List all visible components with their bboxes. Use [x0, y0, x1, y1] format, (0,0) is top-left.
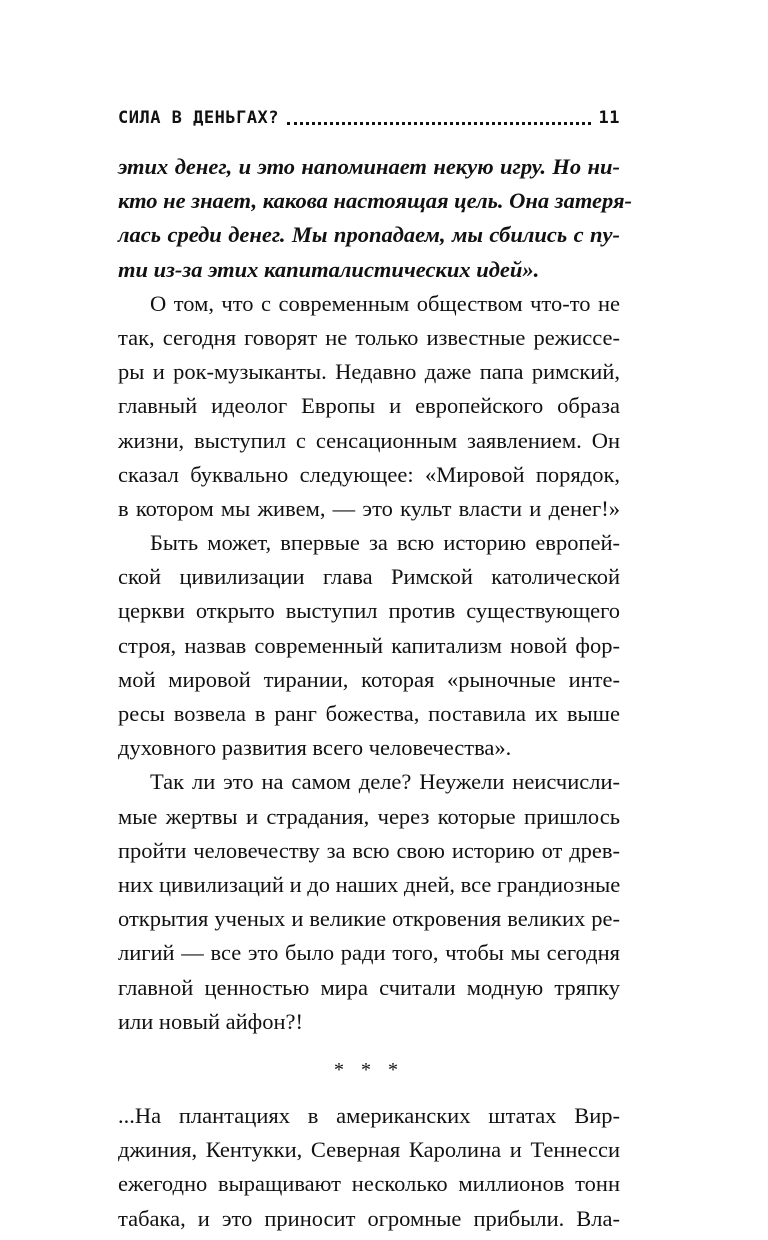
text-line: лигий — все это было ради того, чтобы мы сегодня — [118, 940, 620, 966]
text-line: главный идеолог Европы и европейского образа — [118, 393, 620, 419]
text-line: или новый айфон?! — [118, 1008, 304, 1034]
text-line: лась среди денег. Мы пропадаем, мы сбились с пу- — [118, 222, 620, 248]
running-header — [118, 103, 620, 133]
text-line: церкви открыто выступил против существующего — [118, 598, 620, 624]
running-title: СИЛА В ДЕНЬГАХ? — [118, 108, 280, 128]
text-line: Быть может, впервые за всю историю европей- — [150, 530, 620, 556]
text-line: ской цивилизации глава Римской католической — [118, 564, 620, 590]
text-line: главной ценностью мира считали модную тряпку — [118, 974, 620, 1000]
text-line: жизни, выступил с сенсационным заявлением. Он — [118, 427, 620, 453]
leader-dots — [287, 122, 590, 125]
page-number: 11 — [598, 108, 620, 128]
paragraph — [118, 765, 620, 1039]
text-line: в котором мы живем, — это культ власти и денег!» — [118, 495, 620, 521]
text-line: пройти человечеству за всю свою историю от древ- — [118, 837, 620, 863]
text-line: ры и рок-музыканты. Недавно даже папа римский, — [118, 359, 620, 385]
text-line: ти из-за этих капиталистических идей». — [118, 256, 540, 282]
text-line: О том, что с современным обществом что-то не — [150, 290, 620, 316]
text-line: джиния, Кентукки, Северная Каролина и Теннесси — [118, 1137, 620, 1163]
text-line: сказал буквально следующее: «Мировой порядок, — [118, 461, 620, 487]
paragraph — [118, 1099, 620, 1236]
text-line: мые жертвы и страдания, через которые пришлось — [118, 803, 620, 829]
text-line: духовного развития всего человечества». — [118, 735, 512, 761]
text-line: кто не знает, какова настоящая цель. Она затеря- — [118, 188, 633, 214]
paragraph — [118, 526, 620, 765]
paragraph — [118, 287, 620, 526]
body-text — [118, 150, 633, 1236]
text-line: так, сегодня говорят не только известные режиссе- — [118, 324, 620, 350]
text-line: мой мировой тирании, которая «рыночные инте- — [118, 666, 620, 692]
text-line: табака, и это приносит огромные прибыли. Вла- — [118, 1205, 620, 1231]
text-line: ежегодно выращивают несколько миллионов тонн — [118, 1171, 620, 1197]
text-line: строя, назвав современный капитализм новой фор- — [118, 632, 620, 658]
text-line: открытия ученых и великие откровения великих ре- — [118, 906, 620, 932]
text-line: ...На плантациях в американских штатах Вир- — [118, 1103, 620, 1129]
text-line: этих денег, и это напоминает некую игру. Но ни- — [118, 154, 620, 179]
paragraph-quote-end — [118, 150, 633, 287]
text-line: Так ли это на самом деле? Неужели неисчисли- — [150, 769, 620, 795]
section-separator: * * * — [334, 1058, 404, 1081]
text-line: них цивилизаций и до наших дней, все грандиозные — [118, 871, 621, 897]
text-line: ресы возвела в ранг божества, поставила их выше — [118, 701, 620, 726]
